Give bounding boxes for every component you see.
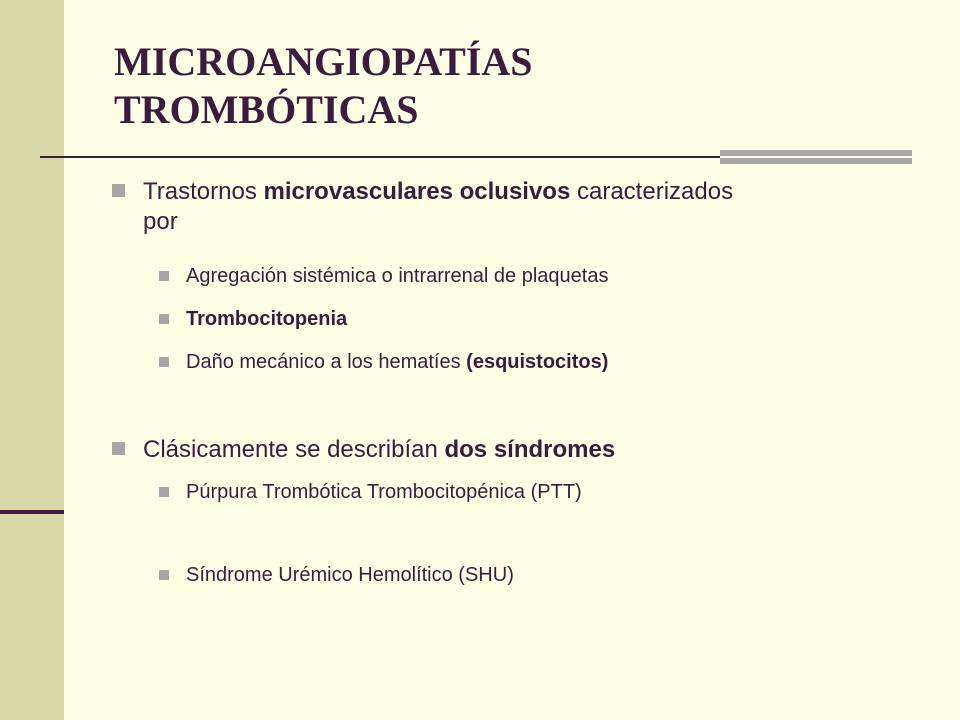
- sub-bullet-square-icon: [159, 357, 169, 367]
- bullet-square-icon: [112, 184, 125, 197]
- side-band: [0, 0, 64, 720]
- side-tick: [0, 510, 64, 514]
- slide-title: [114, 38, 533, 134]
- bullet-2-sub-1: Púrpura Trombótica Trombocitopénica (PTT): [186, 481, 582, 503]
- bullet-1-sub-2: Trombocitopenia: [186, 308, 348, 330]
- bullet-1-text: Trastornos: [143, 178, 264, 205]
- bullet-1-sub-3-bold: (esquistocitos): [466, 351, 609, 373]
- sub-bullet-square-icon: [159, 271, 169, 281]
- bullet-1-bold: microvasculares oclusivos: [263, 178, 571, 205]
- title-rule-bar: [720, 150, 912, 164]
- bullet-1-sub-1: Agregación sistémica o intrarrenal de plaquetas: [186, 265, 609, 287]
- sub-bullet-square-icon: [159, 314, 169, 324]
- bullet-2-sub-2: Síndrome Urémico Hemolítico (SHU): [186, 564, 514, 586]
- title-line-1: MICROANGIOPATÍAS: [114, 39, 533, 84]
- bullet-1-text-end: caracterizados por: [143, 178, 734, 235]
- title-line-2: TROMBÓTICAS: [114, 87, 419, 132]
- bullet-2: [143, 435, 763, 465]
- title-rule: [40, 156, 720, 158]
- bullet-1-sub-3-text: Daño mecánico a los hematíes: [186, 351, 467, 373]
- sub-bullet-square-icon: [159, 487, 169, 497]
- bullet-2-text: Clásicamente se describían: [143, 436, 445, 463]
- sub-bullet-square-icon: [159, 570, 169, 580]
- rule-bar-bottom: [720, 158, 912, 164]
- bullet-1-sub-3: [186, 349, 846, 375]
- bullet-2-bold: dos síndromes: [444, 436, 616, 463]
- rule-bar-top: [720, 150, 912, 156]
- bullet-1: [143, 177, 763, 237]
- bullet-square-icon: [112, 442, 125, 455]
